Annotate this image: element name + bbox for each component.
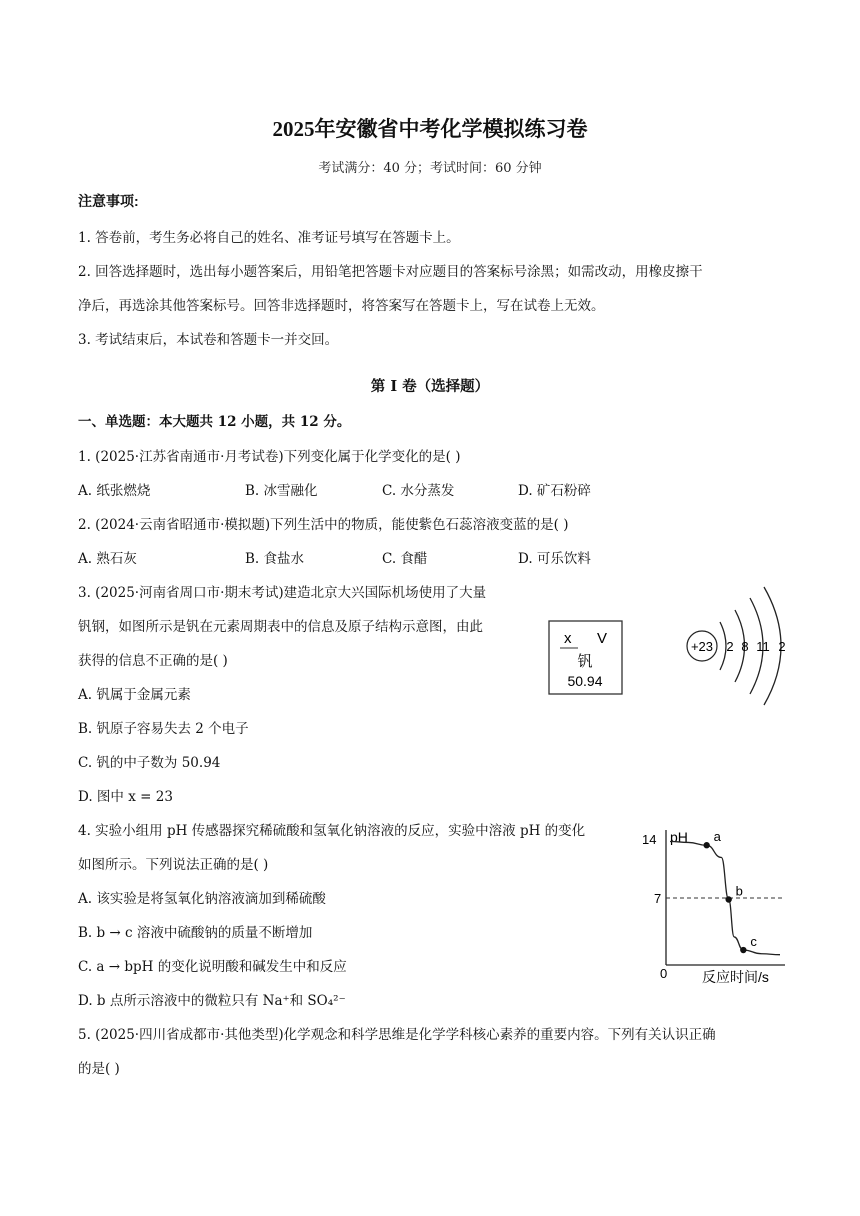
exam-title: 2025年安徽省中考化学模拟练习卷 xyxy=(272,117,588,141)
q2-option-d[interactable]: D. 可乐饮料 xyxy=(518,551,591,567)
shell-electron-count: 2 xyxy=(778,639,786,654)
notice-item: 3. 考试结束后，本试卷和答题卡一并交回。 xyxy=(78,332,339,348)
q3-option-b[interactable]: B. 钒原子容易失去 2 个电子 xyxy=(78,721,249,737)
notice-item: 净后，再选涂其他答案标号。回答非选择题时，将答案写在答题卡上，写在试卷上无效。 xyxy=(78,298,605,314)
question-1-stem: 1. (2025·江苏省南通市·月考试卷)下列变化属于化学变化的是( ) xyxy=(78,449,461,465)
notice-item: 2. 回答选择题时，选出每小题答案后，用铅笔把答题卡对应题目的答案标号涂黑；如需改动，用橡皮擦干 xyxy=(78,264,703,280)
q2-option-a[interactable]: A. 熟石灰 xyxy=(78,551,137,567)
element-mass: 50.94 xyxy=(567,673,603,689)
shell-electron-count: 8 xyxy=(741,639,749,654)
shell-electron-count: 11 xyxy=(756,639,770,654)
shell-electron-count: 2 xyxy=(726,639,734,654)
q1-option-d[interactable]: D. 矿石粉碎 xyxy=(518,483,591,499)
y-tick-label: 7 xyxy=(654,891,662,906)
section-title: 第 I 卷（选择题） xyxy=(370,378,490,395)
question-3-stem: 3. (2025·河南省周口市·期末考试)建造北京大兴国际机场使用了大量 xyxy=(78,585,487,601)
point-c xyxy=(740,947,746,953)
exam-subtitle: 考试满分：40 分；考试时间：60 分钟 xyxy=(318,161,542,176)
q2-option-c[interactable]: C. 食醋 xyxy=(382,551,428,567)
q4-option-a[interactable]: A. 该实验是将氢氧化钠溶液滴加到稀硫酸 xyxy=(78,891,326,907)
q4-option-b[interactable]: B. b → c 溶液中硫酸钠的质量不断增加 xyxy=(78,925,313,941)
atom-structure-diagram xyxy=(680,582,800,710)
graph-data-layer xyxy=(670,829,780,954)
y-tick-label: 14 xyxy=(642,832,657,847)
electron-shell-1 xyxy=(720,622,726,670)
question-4-stem: 如图所示。下列说法正确的是( ) xyxy=(78,857,269,873)
point-label-a: a xyxy=(713,829,721,845)
q1-option-b[interactable]: B. 冰雪融化 xyxy=(245,483,318,499)
element-symbol: V xyxy=(597,630,608,647)
point-label-b: b xyxy=(735,883,743,899)
origin-label: 0 xyxy=(660,966,668,981)
q4-option-d[interactable]: D. b 点所示溶液中的微粒只有 Na⁺和 SO₄²⁻ xyxy=(78,993,346,1009)
part-heading: 一、单选题：本大题共 12 小题，共 12 分。 xyxy=(78,414,351,430)
q2-option-b[interactable]: B. 食盐水 xyxy=(245,551,305,567)
nucleus-charge: +23 xyxy=(690,639,714,654)
ph-change-graph xyxy=(640,822,790,990)
point-b xyxy=(725,896,731,902)
y-axis-label: pH xyxy=(670,829,688,845)
q3-option-c[interactable]: C. 钒的中子数为 50.94 xyxy=(78,755,221,771)
element-name: 钒 xyxy=(577,653,593,670)
q1-option-a[interactable]: A. 纸张燃烧 xyxy=(78,483,151,499)
x-axis-label: 反应时间/s xyxy=(702,969,769,985)
element-card-vanadium xyxy=(548,620,624,696)
point-label-c: c xyxy=(750,934,757,950)
q3-option-d[interactable]: D. 图中 x = 23 xyxy=(78,789,173,805)
q1-option-c[interactable]: C. 水分蒸发 xyxy=(382,483,455,499)
question-3-stem: 钒钢，如图所示是钒在元素周期表中的信息及原子结构示意图，由此 xyxy=(78,619,483,635)
q3-option-a[interactable]: A. 钒属于金属元素 xyxy=(78,687,191,703)
question-2-stem: 2. (2024·云南省昭通市·模拟题)下列生活中的物质，能使紫色石蕊溶液变蓝的是( ) xyxy=(78,517,569,533)
notice-heading: 注意事项: xyxy=(78,193,139,209)
element-number: x xyxy=(564,630,572,647)
question-5-stem: 的是( ) xyxy=(78,1061,120,1077)
question-5-stem: 5. (2025·四川省成都市·其他类型)化学观念和科学思维是化学学科核心素养的重要内容。下列有关认识正确 xyxy=(78,1027,716,1043)
q4-option-c[interactable]: C. a → bpH 的变化说明酸和碱发生中和反应 xyxy=(78,959,347,975)
notice-item: 1. 答卷前，考生务必将自己的姓名、准考证号填写在答题卡上。 xyxy=(78,230,460,246)
question-4-stem: 4. 实验小组用 pH 传感器探究稀硫酸和氢氧化钠溶液的反应，实验中溶液 pH 的变化 xyxy=(78,823,586,839)
question-3-stem: 获得的信息不正确的是( ) xyxy=(78,653,228,669)
point-a xyxy=(703,842,709,848)
